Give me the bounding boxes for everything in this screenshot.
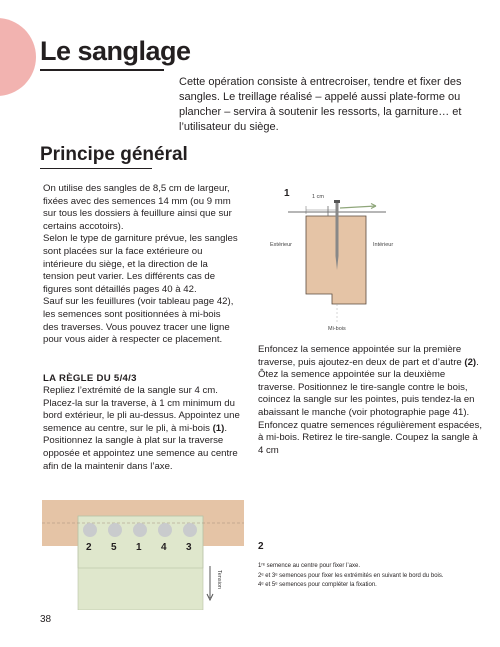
rule-text-part: Repliez l’extrémité de la sangle sur 4 cm. Placez-la sur la traverse, à 1 cm minimum du bord extérieur, le pli au-dessus. Appointez une semence au centre, sur le pli, à mi-bois	[43, 385, 240, 434]
nail-number: 2	[86, 542, 92, 553]
nail-icon	[183, 523, 197, 537]
page-title: Le sanglage	[40, 36, 191, 66]
nail-icon	[158, 523, 172, 537]
nail-number: 5	[111, 542, 117, 553]
label-exterior: Extérieur	[270, 242, 293, 248]
decorative-circle	[0, 18, 36, 96]
intro-text: Cette opération consiste à entrecroiser, tendre et fixer des sangles. Le treillage réalisé – appelé aussi plate-forme ou plancher – servira à soutenir les ressorts, la garniture… et l’utilisateur du siège.	[179, 76, 462, 133]
body-paragraph: On utilise des sangles de 8,5 cm de largeur, fixées avec des semences 14 mm (ou 9 mm sur tous les dossiers à feuillure ainsi que sur certains accotoirs).	[43, 183, 232, 232]
nail-icon	[133, 523, 147, 537]
nail-number: 3	[186, 542, 192, 553]
right-text-part: .	[476, 356, 479, 368]
figure-ref: (2)	[464, 356, 477, 368]
nail-icon	[83, 523, 97, 537]
right-paragraph	[258, 344, 483, 369]
nail-icon	[336, 203, 339, 270]
arrow-right	[340, 206, 376, 208]
figure2-caption	[258, 562, 458, 591]
figure1-diagram	[268, 186, 398, 336]
label-interior: Intérieur	[373, 242, 394, 248]
title-underline	[40, 69, 164, 71]
figure-ref: (1)	[212, 422, 225, 434]
right-paragraph: Ôtez la semence appointée sur la deuxième traverse. Positionnez le tire-sangle contre le bois, coincez la sangle sur les pointes, puis tendez-la en abaissant le manche (voir photographie page 41). Enfoncez quatre semences régulièrement espacées, à mi-bois. Retirez le tire-sangle. Coupez la sangle à 4 cm	[258, 369, 482, 456]
nail-number: 4	[161, 542, 167, 553]
right-text-part: Enfoncez la semence appointée sur la première traverse, puis ajoutez-en deux de part et d’autre	[258, 344, 465, 368]
rule-text	[43, 385, 243, 473]
caption-line: 4ᵉ et 5ᵉ semences pour compléter la fixation.	[258, 582, 377, 588]
label-mibois: Mi-bois	[328, 326, 346, 332]
figure2-diagram	[42, 498, 244, 610]
rule-text-part: . Positionnez la sangle à plat sur la traverse opposée et appointez une semence au centre afin de la maintenir dans l’axe.	[43, 422, 238, 472]
body-paragraph: Sauf sur les feuillures (voir tableau page 42), les semences sont positionnées à mi-bois des traverses. Vous pouvez tracer une ligne pour vous aider à respecter ce placement.	[43, 296, 234, 346]
nail-head	[334, 200, 340, 203]
body-text	[43, 183, 238, 347]
figure1-number: 1	[284, 188, 290, 199]
section-title: Principe général	[40, 144, 188, 165]
body-paragraph: Selon le type de garniture prévue, les sangles sont placées sur la face extérieure ou intérieure du siège, et la direction de la tension peut varier. Les différents cas de figures sont détaillés pages 40 à 42.	[43, 233, 238, 295]
nail-icon	[108, 523, 122, 537]
label-1cm: 1 cm	[312, 194, 324, 200]
figure2-number: 2	[258, 541, 264, 552]
rule-heading: LA RÈGLE DU 5/4/3	[43, 373, 137, 384]
nail-number: 1	[136, 542, 142, 553]
caption-line: 2ᵉ et 3ᵉ semences pour fixer les extrémités en suivant le bord du bois.	[258, 572, 444, 579]
right-text	[258, 344, 483, 457]
section-underline	[40, 168, 152, 169]
page-number: 38	[40, 614, 52, 625]
tension-label: Tension	[216, 570, 222, 589]
caption-line: 1ʳᵉ semence au centre pour fixer l’axe.	[258, 563, 361, 569]
